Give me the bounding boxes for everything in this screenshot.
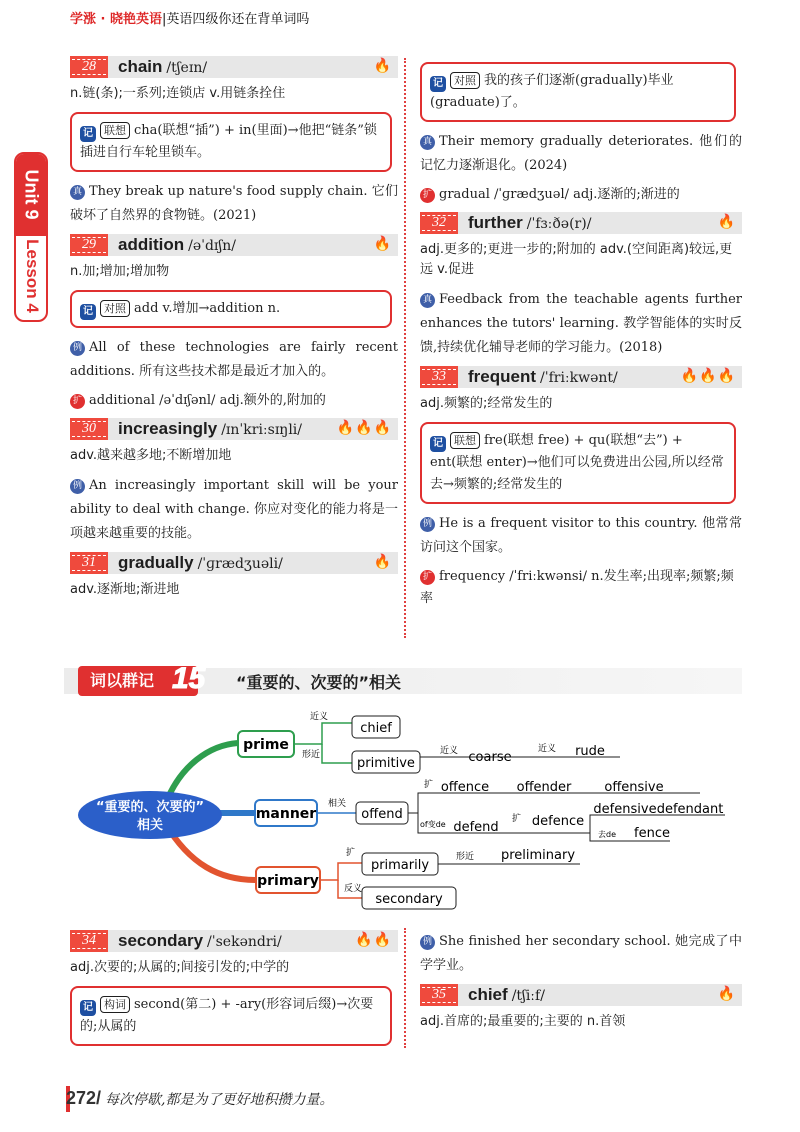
rel-qude: 去de [598,830,616,839]
node-chief-label: chief [360,721,392,736]
node-fence-label: fence [634,826,670,841]
node-defence-label: defence [531,814,585,829]
definition: adj.首席的;最重要的;主要的 n.首领 [420,1014,626,1029]
tip-tag: 联想 [100,122,130,139]
word-header-increasingly [70,418,398,440]
memory-icon: 记 [80,304,96,320]
memory-tip-box [70,112,392,172]
definition: n.加;增加;增加物 [70,264,170,279]
example-sentence: 例 All of these technologies are fairly recent additions. 所有这些技术都是最近才加入的。 [70,340,398,379]
node-defensive-label: defensive [593,802,657,817]
headword: secondary [118,931,204,950]
extension-icon: 扩 [420,188,435,203]
word-header-chain [70,56,398,78]
phonetic: /ˈfriːkwənt/ [540,370,618,386]
phonetic: /tʃeɪn/ [166,60,208,76]
word-header-gradually [70,552,398,574]
frequency-fire-icon: 🔥 [373,236,392,252]
memory-tip-box [420,422,736,504]
header-title: 英语四级你还在背单词吗 [166,12,310,27]
tip-text: add v.增加→addition n. [134,301,281,316]
definition: adj.更多的;更进一步的;附加的 adv.(空间距离)较远,更远 v.促进 [420,242,733,277]
node-offence-label: offence [440,780,490,795]
example-sentence: 真 Feedback from the teachable agents further enhances the tutors' learning. 教学智能体的实时反馈,持续优化辅导老师的学习能力。(2018) [420,292,742,355]
node-manner-label: manner [255,806,317,822]
headword: increasingly [118,419,218,438]
column-divider-bottom [404,928,406,1048]
memory-icon: 记 [80,1000,96,1016]
node-primitive-label: primitive [357,756,415,771]
rel-kuo-3: 扩 [346,848,356,858]
headword: further [468,213,523,232]
footer-motto: 每次停歇,都是为了更好地积攒力量。 [105,1092,334,1108]
example-icon: 真 [70,185,85,200]
tip-tag: 联想 [450,432,480,449]
tip-text: cha(联想“插”) + in(里面)→他把“链条”锁插进自行车轮里锁车。 [80,123,377,160]
frequency-fire-icon: 🔥🔥🔥 [336,420,392,436]
example-sentence: 例 An increasingly important skill will be your ability to deal with change. 你应对变化的能力将是一项越来越重要的技能。 [70,478,398,541]
column-divider [404,58,406,638]
rel-kuo: 扩 [424,780,434,790]
group-label: 词以群记 [90,671,155,690]
memory-tip-box [70,290,392,328]
example-sentence: 例 She finished her secondary school. 她完成了中学学业。 [420,934,742,973]
tip-tag: 对照 [450,72,480,89]
frequency-fire-icon: 🔥🔥🔥 [680,368,736,384]
frequency-fire-icon: 🔥 [373,554,392,570]
phonetic: /ˈɡrædʒuəli/ [197,556,283,572]
frequency-fire-icon: 🔥 [373,58,392,74]
unit-side-tab [14,152,48,322]
tip-text: fre(联想 free) + qu(联想“去”) + ent(联想 enter)→他们可以免费进出公园,所以经常去→频繁的;经常发生的 [430,433,724,492]
lesson-label: Lesson 4 [23,239,42,313]
word-number: 33 [420,366,458,388]
definition: adv.逐渐地;渐进地 [70,582,180,597]
phonetic: /ˈsekəndri/ [207,934,282,950]
node-primary-label: primary [257,873,319,889]
phonetic: /ˈfɜːðə(r)/ [526,216,592,232]
group-number: 15 [172,662,206,695]
word-header-frequent [420,366,742,388]
center-label-1: “重要的、次要的” [95,800,205,815]
node-rude-label: rude [575,744,605,759]
brand: 学涨 · 晓艳英语 [70,12,162,27]
rel-xingjin-2: 形近 [456,852,475,862]
phonetic: /əˈdɪʃn/ [188,238,236,254]
node-defend-label: defend [453,820,499,835]
rel-xiangguan: 相关 [328,799,347,809]
example-icon: 例 [70,341,85,356]
example-icon: 真 [420,293,435,308]
headword: chief [468,985,508,1004]
definition: adj.频繁的;经常发生的 [420,396,553,411]
rel-jinyi-2: 近义 [440,746,459,756]
left-column [70,56,398,608]
tip-tag: 构词 [100,996,130,1013]
bottom-right-column [420,930,742,1040]
word-header-further [420,212,742,234]
extension-icon: 扩 [420,570,435,585]
word-group-banner [64,662,742,696]
extension: 扩 additional /əˈdɪʃənl/ adj.额外的,附加的 [70,390,398,412]
extension-icon: 扩 [70,394,85,409]
word-number: 34 [70,930,108,952]
unit-label: Unit 9 [21,169,42,220]
headword: chain [118,57,163,76]
word-number: 35 [420,984,458,1006]
frequency-fire-icon: 🔥🔥 [355,932,392,948]
extension: 扩 frequency /ˈfriːkwənsi/ n.发生率;出现率;频繁;频率 [420,569,734,606]
node-defendant-label: defendant [656,802,724,817]
page-number: 272/ [66,1088,102,1108]
node-coarse-label: coarse [468,750,512,765]
memory-tip-box [70,986,392,1046]
right-column [420,62,742,616]
word-header-chief [420,984,742,1006]
extension: 扩 gradual /ˈɡrædʒuəl/ adj.逐渐的;渐进的 [420,184,742,206]
frequency-fire-icon: 🔥 [717,986,736,1002]
memory-icon: 记 [430,76,446,92]
group-title: “重要的、次要的”相关 [236,673,402,692]
node-prime-label: prime [243,737,289,753]
memory-icon: 记 [80,126,96,142]
word-number: 32 [420,212,458,234]
bottom-left-column [70,930,398,1054]
phonetic: /ɪnˈkriːsɪŋli/ [221,422,302,438]
word-mind-map [60,705,750,920]
memory-icon: 记 [430,436,446,452]
example-sentence: 例 He is a frequent visitor to this country. 他常常访问这个国家。 [420,516,742,555]
example-icon: 例 [70,479,85,494]
memory-tip-box [420,62,736,122]
definition: adv.越来越多地;不断增加地 [70,448,232,463]
tip-text: 我的孩子们逐渐(gradually)毕业(graduate)了。 [430,73,674,110]
word-number: 31 [70,552,108,574]
headword: addition [118,235,185,254]
example-icon: 例 [420,935,435,950]
rel-jinyi-3: 近义 [538,744,557,754]
word-header-secondary [70,930,398,952]
word-number: 30 [70,418,108,440]
page-header: 学涨 · 晓艳英语|英语四级你还在背单词吗 [70,12,310,27]
node-secondary-label: secondary [375,892,443,907]
node-offensive-label: offensive [604,780,664,795]
example-sentence: 真 They break up nature's food supply chain. 它们破坏了自然界的食物链。(2021) [70,184,398,223]
phonetic: /tʃiːf/ [511,988,545,1004]
headword: frequent [468,367,536,386]
headword: gradually [118,553,194,572]
node-offend-label: offend [361,807,403,822]
word-number: 28 [70,56,108,78]
page-footer [66,1088,334,1109]
center-label-2: 相关 [136,818,164,833]
definition: n.链(条);一系列;连锁店 v.用链条拴住 [70,86,286,101]
node-primarily-label: primarily [370,858,430,873]
example-icon: 例 [420,517,435,532]
example-sentence: 真 Their memory gradually deteriorates. 他们的记忆力逐渐退化。(2024) [420,134,742,173]
rel-fanyi: 反义 [344,884,363,894]
tip-text: second(第二) + -ary(形容词后缀)→次要的;从属的 [80,997,374,1034]
tip-tag: 对照 [100,300,130,317]
frequency-fire-icon: 🔥 [717,214,736,230]
rel-jinyi: 近义 [310,712,329,722]
node-preliminary-label: preliminary [500,848,576,863]
rel-kuo-2: 扩 [512,814,522,824]
example-icon: 真 [420,135,435,150]
node-offender-label: offender [516,780,572,795]
word-number: 29 [70,234,108,256]
word-header-addition [70,234,398,256]
definition: adj.次要的;从属的;间接引发的;中学的 [70,960,290,975]
rel-xingjin: 形近 [302,750,321,760]
rel-ofde: of变de [420,820,446,829]
